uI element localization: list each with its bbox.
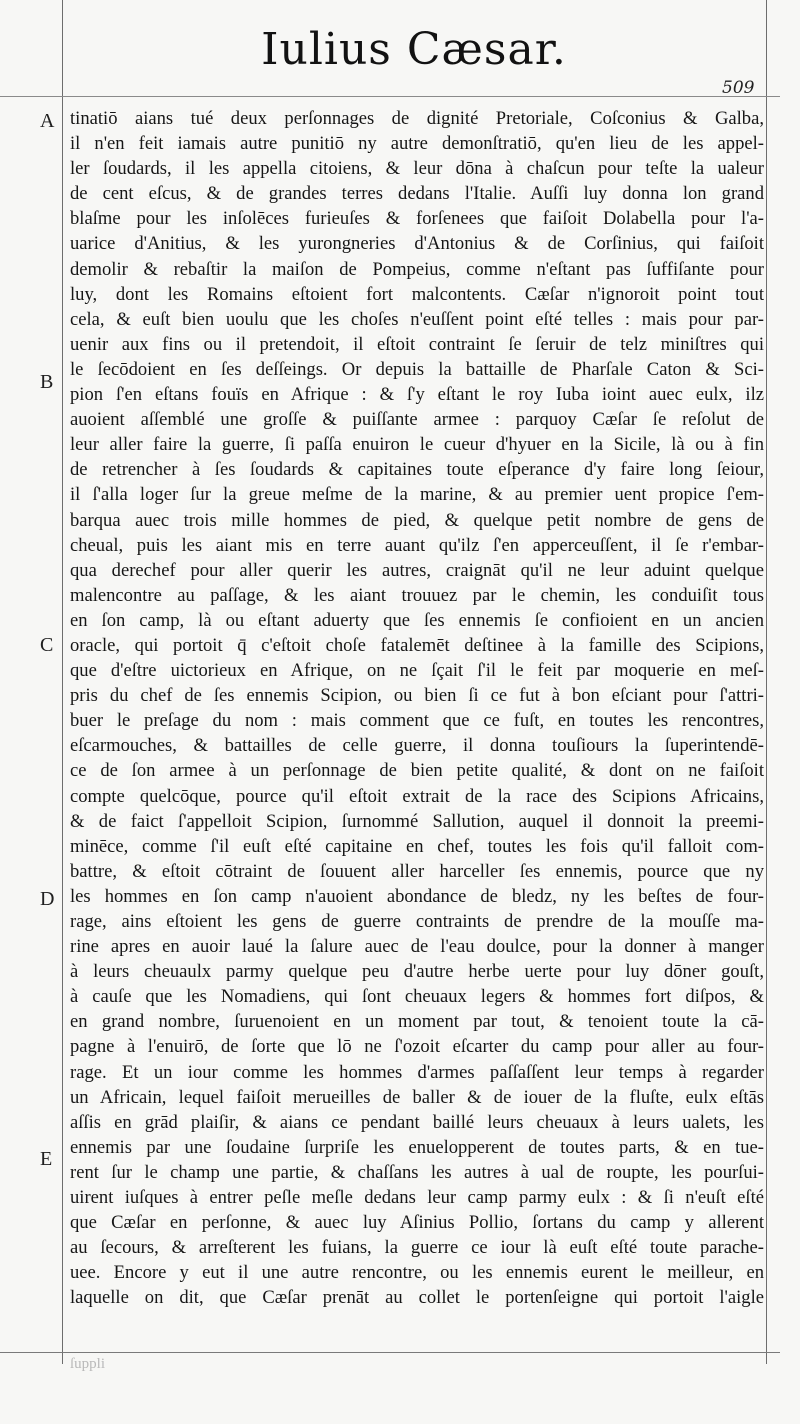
text-line: il n'en feit iamais autre punitiō ny autre demonſtratiō, qu'en lieu de les appel-	[70, 133, 764, 155]
text-line: un Africain, lequel faiſoit merueilles de baller & de iouer de la fluſte, eulx eſtās	[70, 1086, 764, 1108]
text-line: ennemis par une ſoudaine ſurpriſe les enuelopperent de toutes parts, & en tue-	[70, 1136, 764, 1158]
text-line: de retrencher à ſes ſoudards & capitaines toute eſperance d'y faire long ſeiour,	[70, 459, 764, 481]
margin-letter-c: C	[40, 634, 54, 656]
text-line: uenir aux fins ou il pretendoit, il eſtoit contraint ſe ſeruir de telz miniſtres qui	[70, 333, 764, 355]
text-line: il ſ'alla loger ſur la greue meſme de la marine, & au premier uent propice ſ'em-	[70, 484, 764, 506]
right-margin-rule	[766, 0, 767, 1364]
text-line: malencontre au paſſage, & les aiant trouuez par le chemin, les conduiſit tous	[70, 584, 764, 606]
margin-letter-b: B	[40, 371, 54, 393]
text-line: pion ſ'en eſtans fouïs en Afrique : & ſ'y eſtant le roy Iuba ioint auec eulx, ilz	[70, 384, 764, 406]
text-line: uee. Encore y eut il une autre rencontre, ou les ennemis eurent le meilleur, en	[70, 1262, 764, 1284]
text-line: à cauſe que les Nomadiens, qui ſont cheuaux legers & hommes fort diſpos, &	[70, 986, 764, 1008]
catchword: ſuppli	[70, 1356, 106, 1372]
text-line: minēce, comme ſ'il euſt eſté capitaine en chef, toutes les fois qu'il falloit com-	[70, 835, 764, 857]
text-line: pris du chef de ſes ennemis Scipion, ou bien ſi ce fut à bon eſciant pour ſ'attri-	[70, 685, 764, 707]
text-line: compte quelcōque, pource qu'il eſtoit extrait de la race des Scipions Africains,	[70, 785, 764, 807]
page-number: 509	[722, 78, 755, 98]
footer-rule	[0, 1352, 780, 1353]
text-line: luy, dont les Romains eſtoient fort malcontents. Cæſar n'ignoroit point tout	[70, 283, 764, 305]
text-line: aſſis en grād plaiſir, & aians ce pendant baillé leurs cheuaux à leurs ualets, les	[70, 1111, 764, 1133]
text-line: eſcarmouches, & battailles de celle guerre, il donna touſiours la ſuperintendē-	[70, 735, 764, 757]
text-line: uarice d'Anitius, & les yurongneries d'Antonius & de Corſinius, qui faiſoit	[70, 233, 764, 255]
text-line: pagne à l'enuirō, de ſorte que lō ne ſ'ozoit eſcarter du camp pour aller au four-	[70, 1036, 764, 1058]
text-line: barqua auec trois mille hommes de pied, & quelque petit nombre de gens de	[70, 509, 764, 531]
left-margin-rule	[62, 0, 63, 1364]
text-line: tinatiō aians tué deux perſonnages de dignité Pretoriale, Coſconius & Galba,	[70, 108, 764, 129]
text-line: au ſecours, & arreſterent les fuians, la guerre ce iour là euſt eſté toute parache-	[70, 1237, 764, 1259]
text-line: rent ſur le champ une partie, & chaſſans les autres à ual de roupte, les pourſui-	[70, 1161, 764, 1183]
text-line: à leurs cheuaulx parmy quelque peu d'autre herbe uerte pour luy dōner gouſt,	[70, 961, 764, 983]
text-line: uirent iuſques à entrer peſle meſle dedans leur camp parmy eulx : & ſi n'euſt eſté	[70, 1187, 764, 1209]
text-line: battre, & eſtoit cōtraint de ſouuent aller harceller ſes ennemis, pource que ny	[70, 860, 764, 882]
header-rule	[0, 96, 780, 97]
text-line: cheual, puis les aiant mis en terre auant qu'ilz ſ'en apperceuſſent, il ſe r'embar-	[70, 534, 764, 556]
text-line: qua derechef pour aller querir les autres, craignāt qu'il ne leur aduint quelque	[70, 559, 764, 581]
text-line: les hommes en ſon camp n'auoient abondance de bledz, ny les beſtes de four-	[70, 885, 764, 907]
text-line: blaſme pour les inſolēces furieuſes & forſenees que faiſoit Dolabella pour l'a-	[70, 208, 764, 230]
text-line: auoient aſſemblé une groſſe & puiſſante armee : parquoy Cæſar ſe reſolut de	[70, 409, 764, 431]
text-line: le ſecōdoient en ſes deſſeings. Or depuis la battaille de Pharſale Caton & Sci-	[70, 358, 764, 380]
text-line: ce de ſon armee à un perſonnage de bien petite qualité, & dont on ne faiſoit	[70, 760, 764, 782]
text-line: en grand nombre, ſuruenoient en un moment par tout, & tenoient toute la cā-	[70, 1011, 764, 1033]
text-line: leur aller faire la guerre, ſi paſſa enuiron le cueur d'hyuer en la Sicile, là ou à fin	[70, 434, 764, 456]
body-text	[70, 106, 764, 1311]
text-line: que d'eſtre uictorieux en Afrique, on ne ſçait ſ'il le feit par moquerie en meſ-	[70, 660, 764, 682]
text-line: demolir & rebaſtir la maiſon de Pompeius, comme n'eſtant pas ſuffiſante pour	[70, 258, 764, 280]
text-line: de cent eſcus, & de grandes terres dedans l'Italie. Auſſi luy donna lon grand	[70, 183, 764, 205]
text-line: & de faict ſ'appelloit Scipion, ſurnommé Sallution, auquel il donnoit la preemi-	[70, 810, 764, 832]
text-line: rage. Et un iour comme les hommes d'armes paſſaſſent leur temps à regarder	[70, 1061, 764, 1083]
text-line: cela, & euſt bien uoulu que les choſes n'euſſent point eſté telles : mais pour par-	[70, 308, 764, 330]
text-line: que Cæſar en perſonne, & auec luy Aſinius Pollio, ſortans du camp y allerent	[70, 1212, 764, 1234]
text-line: oracle, qui portoit q̄ c'eſtoit choſe fatalemēt deſtinee à la famille des Scipions,	[70, 634, 764, 656]
margin-letter-e: E	[40, 1148, 53, 1170]
text-line: ler ſoudards, il les appella citoiens, & leur dōna à chaſcun pour teſte la ualeur	[70, 158, 764, 180]
running-title: Iulius Cæsar.	[261, 24, 567, 75]
text-line: en ſon camp, là ou eſtant aduerty que ſes ennemis ſe confioient en un ancien	[70, 609, 764, 631]
margin-letter-d: D	[40, 888, 55, 910]
text-line: buer le preſage du nom : mais comment que ce fuſt, en toutes les rencontres,	[70, 710, 764, 732]
margin-letter-a: A	[40, 110, 55, 132]
text-line: laquelle on dit, que Cæſar prenāt au collet le portenſeigne qui portoit l'aigle	[70, 1287, 764, 1309]
text-line: rine apres en auoir laué la ſalure auec de l'eau doulce, pour la donner à manger	[70, 936, 764, 958]
text-line: rage, ains eſtoient les gens de guerre contraints de prendre de la mouſſe ma-	[70, 911, 764, 932]
